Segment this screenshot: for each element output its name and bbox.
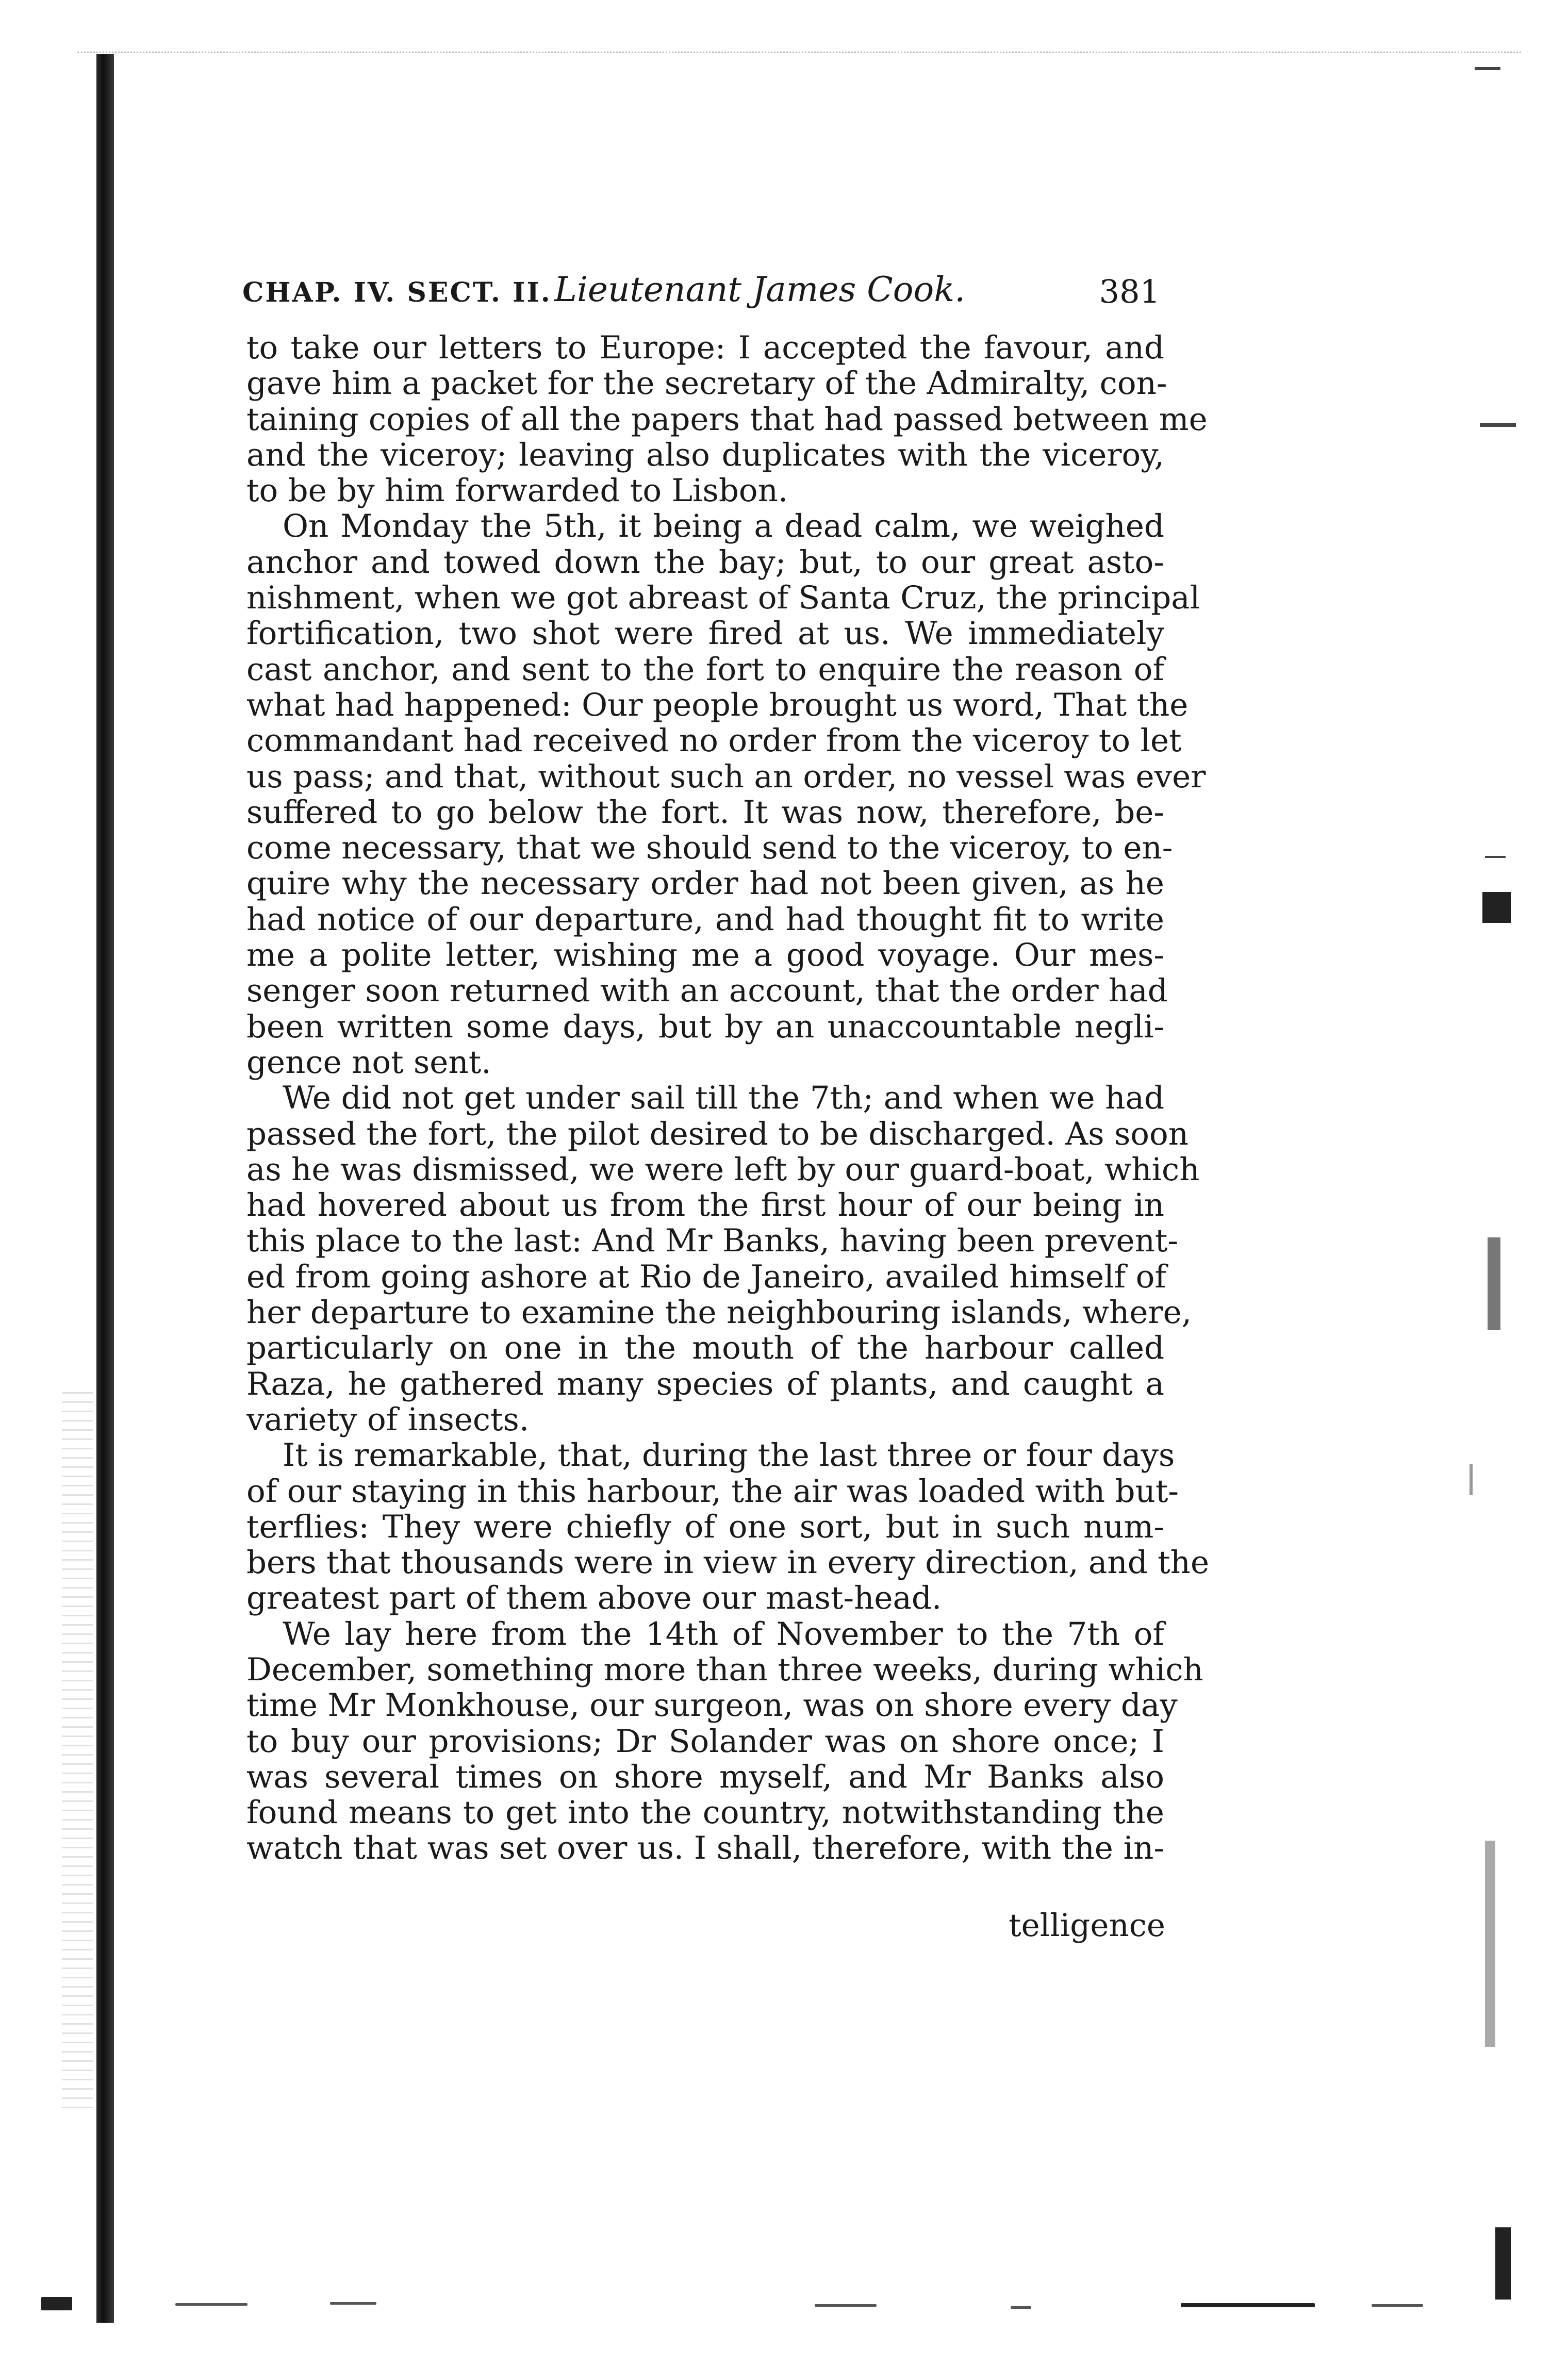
text-line: terflies: They were chiefly of one sort, but in such num- <box>246 1508 1164 1545</box>
text-line: this place to the last: And Mr Banks, having been prevent- <box>246 1222 1179 1260</box>
text-line: and the viceroy; leaving also duplicates with the viceroy, <box>246 436 1164 473</box>
text-line: watch that was set over us. I shall, therefore, with the in- <box>246 1830 1164 1867</box>
body-text <box>246 329 1210 1867</box>
text-line: us pass; and that, without such an order, no vessel was ever <box>246 758 1206 795</box>
catchword: telligence <box>1009 1907 1165 1944</box>
text-line: gave him a packet for the secretary of the Admiralty, con- <box>246 365 1167 402</box>
text-line: We did not get under sail till the 7th; and when we had <box>283 1080 1164 1117</box>
scan-left-edge-noise <box>62 1392 93 2114</box>
text-line: time Mr Monkhouse, our surgeon, was on shore every day <box>246 1687 1178 1724</box>
binding-shadow <box>96 54 114 2323</box>
text-line: to buy our provisions; Dr Solander was on shore once; I <box>246 1723 1164 1760</box>
text-line: On Monday the 5th, it being a dead calm, we weighed <box>283 508 1164 545</box>
text-line: bers that thousands were in view in every direction, and the <box>246 1544 1210 1581</box>
text-line: nishment, when we got abreast of Santa Cruz, the principal <box>246 580 1200 617</box>
text-line: of our staying in this harbour, the air was loaded with but- <box>246 1473 1179 1510</box>
text-line: what had happened: Our people brought us word, That the <box>246 686 1189 723</box>
text-line: had hovered about us from the first hour of our being in <box>246 1187 1164 1224</box>
text-line: to take our letters to Europe: I accepted the favour, and <box>246 329 1164 366</box>
text-line: been written some days, but by an unaccountable negli- <box>246 1008 1164 1045</box>
text-line: was several times on shore myself, and Mr Banks also <box>246 1758 1164 1795</box>
text-line: suffered to go below the fort. It was now, therefore, be- <box>246 793 1164 831</box>
text-line: December, something more than three weeks, during which <box>246 1651 1203 1688</box>
text-line: senger soon returned with an account, that the order had <box>246 972 1168 1010</box>
text-line: as he was dismissed, we were left by our guard-boat, which <box>246 1151 1200 1188</box>
page-number: 381 <box>1099 273 1160 310</box>
text-line: variety of insects. <box>246 1401 530 1438</box>
text-line: gence not sent. <box>246 1044 491 1081</box>
text-line: had notice of our departure, and had thought fit to write <box>246 901 1164 938</box>
scan-top-edge-noise <box>77 52 1521 57</box>
text-line: Raza, he gathered many species of plants, and caught a <box>246 1365 1164 1402</box>
text-line: cast anchor, and sent to the fort to enquire the reason of <box>246 651 1164 688</box>
text-line: ed from going ashore at Rio de Janeiro, availed himself of <box>246 1258 1166 1295</box>
text-line: her departure to examine the neighbouring islands, where, <box>246 1294 1192 1331</box>
text-line: commandant had received no order from the viceroy to let <box>246 722 1182 759</box>
chapter-section-label: CHAP. IV. SECT. II. <box>242 277 552 308</box>
text-line: me a polite letter, wishing me a good voyage. Our mes- <box>246 937 1164 974</box>
text-line: taining copies of all the papers that had passed between me <box>246 401 1208 438</box>
text-line: We lay here from the 14th of November to the 7th of <box>283 1615 1164 1652</box>
text-line: particularly on one in the mouth of the harbour called <box>246 1330 1164 1367</box>
text-line: greatest part of them above our mast-head. <box>246 1580 942 1617</box>
running-head <box>242 266 1160 312</box>
text-line: It is remarkable, that, during the last three or four days <box>283 1437 1175 1474</box>
text-line: passed the fort, the pilot desired to be discharged. As soon <box>246 1115 1189 1152</box>
text-line: quire why the necessary order had not been given, as he <box>246 865 1164 902</box>
scan-right-edge-marks <box>1439 52 1521 2310</box>
text-line: to be by him forwarded to Lisbon. <box>246 472 788 509</box>
text-line: anchor and towed down the bay; but, to our great asto- <box>246 543 1164 581</box>
text-line: fortification, two shot were fired at us. We immediately <box>246 615 1164 652</box>
text-line: come necessary, that we should send to the viceroy, to en- <box>246 830 1173 867</box>
running-title: Lieutenant James Cook. <box>554 270 966 309</box>
scan-bottom-edge-noise <box>41 2297 1516 2312</box>
text-line: found means to get into the country, notwithstanding the <box>246 1794 1164 1831</box>
